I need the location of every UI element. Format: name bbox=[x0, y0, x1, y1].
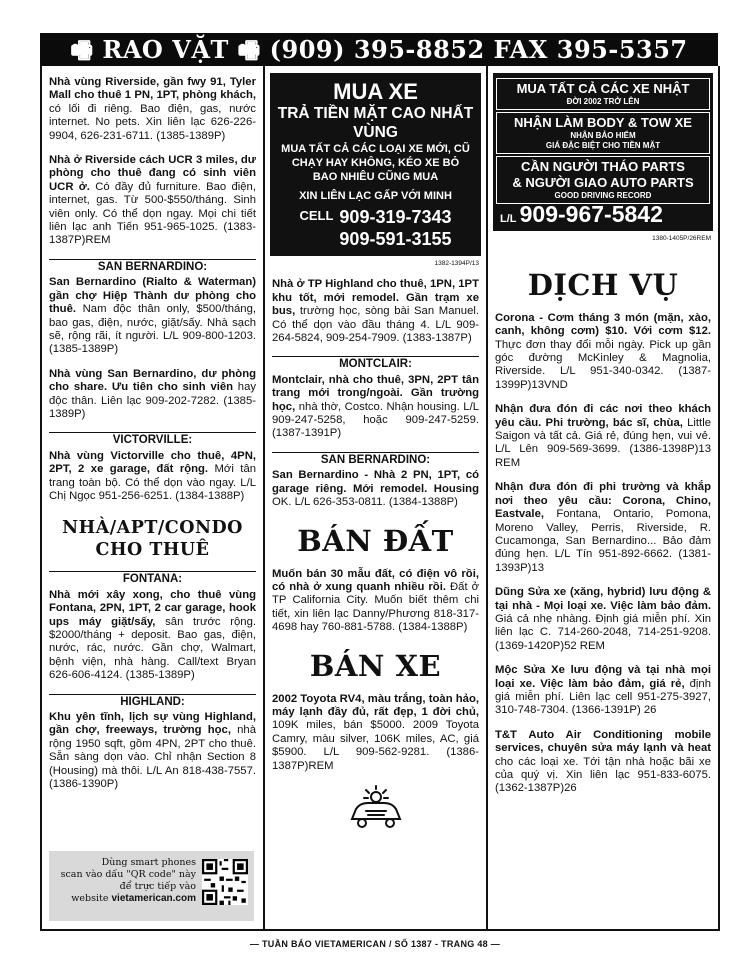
column-right bbox=[488, 66, 718, 929]
ad-reference: 1382-1394P/13 bbox=[434, 260, 479, 267]
qr-code-icon[interactable] bbox=[202, 859, 248, 905]
website-link[interactable]: vietamerican.com bbox=[111, 893, 196, 904]
phone-number[interactable]: 909-967-5842 bbox=[519, 201, 663, 227]
listing: Nhận đưa đón đi phi trường và khắp nơi theo yêu cầu: Corona, Chino, Eastvale, Fontana, Ontario, Pomona, Moreno Valley, Perris, Riverside, R. Cucamonga, San Bernardino... Bảo đảm đúng hẹn. L/L Tín 951-892-6662. (1381-1393P)13 bbox=[495, 481, 711, 574]
category-heading: BÁN XE bbox=[309, 648, 442, 683]
page-footer: — TUẦN BÁO VIETAMERICAN / SỐ 1387 - TRANG 48 — bbox=[249, 939, 501, 949]
listing: Nhà mới xây xong, cho thuê vùng Fontana, 2PN, 1PT, 2 car garage, hook ups máy giặt/sấy, sân trước rộng. $2000/tháng + deposit. Bao gas, điện, nước, rác, nước. Gần chợ, Walmart, bệnh viện, nhà hàng. Call/text Bryan 626-606-4124. (1385-1389P) bbox=[49, 588, 257, 682]
section-heading: FONTANA: bbox=[49, 571, 256, 586]
section-heading: VICTORVILLE: bbox=[49, 432, 256, 447]
column-middle bbox=[263, 66, 488, 929]
category-heading: BÁN ĐẤT bbox=[297, 523, 454, 558]
listing: San Bernardino - Nhà 2 PN, 1PT, có garage riêng. Mới remodel. Housing OK. L/L 626-353-0811. (1384-1388P) bbox=[272, 469, 479, 509]
qr-promo bbox=[49, 851, 254, 921]
auto-parts-ad: MUA TẤT CẢ CÁC XE NHẬT ĐỜI 2002 TRỞ LÊN NHẬN LÀM BODY & TOW XE NHẬN BẢO HIỂM GIÁ ĐẶC BIỆT CHO TIỀN MẶT CẦN NGƯỜI THÁO PARTS & NGƯỜI GIAO AUTO PARTS GOOD DRIVING RECORD L/L 909-967-5842 bbox=[493, 73, 713, 231]
listing: Corona - Cơm tháng 3 món (mặn, xào, canh, không cơm) $10. Với cơm $12. Thực đơn thay đổi mỗi ngày. Pick up gần góc đường McKinley & Magnolia, Riverside. L/L 951-340-0342. (1387-1399P)13VND bbox=[495, 311, 711, 391]
listing: Nhà ở TP Highland cho thuê, 1PN, 1PT khu tốt, mới remodel. Gần trạm xe bus, trường học, sòng bài San Manuel. Có thể dọn vào đầu tháng 4. L/L 909-264-5824, 909-254-7909. (1383-1387P) bbox=[272, 278, 479, 345]
car-sun-icon bbox=[344, 785, 408, 829]
listing: T&T Auto Air Conditioning mobile services, chuyên sửa máy lạnh và heat cho các loại xe. Tới tận nhà hoặc bãi xe của quý vị. Xin liên lạc 951-833-6075. (1362-1387P)26 bbox=[495, 728, 711, 795]
columns-frame bbox=[40, 66, 720, 931]
category-heading: NHÀ/APT/CONDO CHO THUÊ bbox=[62, 518, 243, 561]
section-heading: MONTCLAIR: bbox=[272, 356, 479, 371]
listing: Nhà vùng Victorville cho thuê, 4PN, 2PT, 2 xe garage, đất rộng. Mới tân trang toàn bộ. Có thể dọn vào ngay. L/L Chị Ngọc 951-256-6251. (1384-1388P) bbox=[49, 449, 257, 502]
listing: Nhà vùng Riverside, gần fwy 91, Tyler Mall cho thuê 1 PN, 1PT, phòng khách, có lối đi riêng. Bao điện, gas, nước internet. No pets. Xin liên lạc 626-226-9904, 626-231-6711. (1385-1389P) bbox=[49, 76, 256, 142]
category-heading: DỊCH VỤ bbox=[527, 267, 679, 302]
section-heading: SAN BERNARDINO: bbox=[272, 452, 479, 467]
classifieds-banner: 🖷 RAO VẶT 🖷 (909) 395-8852 FAX 395-5357 bbox=[40, 33, 718, 66]
listing: 2002 Toyota RV4, màu trắng, toàn hảo, máy lạnh đầy đủ, rất đẹp, 1 đời chủ, 109K miles, bán $5000. 2009 Toyota Camry, màu silver, 106K miles, AC, giá $5900. L/L 909-562-9281. (1386-1387P)REM bbox=[272, 692, 479, 772]
listing: Nhận đưa đón đi các nơi theo khách yêu cầu. Phi trường, bác sĩ, chùa, Little Saigon và tất cả. Giá rẻ, đúng hẹn, vui vẻ. L/L Lên 909-569-3699. (1386-1398P)13 REM bbox=[495, 403, 711, 469]
listing: Dũng Sửa xe (xăng, hybrid) lưu động & tại nhà - Mọi loại xe. Việc làm bảo đảm. Giá cả nhẹ nhàng. Định giá miễn phí. Xin liên lạc C. 714-260-2048, 714-251-9208. (1369-1420P)52 REM bbox=[495, 586, 711, 652]
qr-promo-text: Dùng smart phones scan vào dấu "QR code" này để trực tiếp vào website vietamerican.com bbox=[60, 857, 196, 904]
listing: San Bernardino (Rialto & Waterman) gần chợ Hiệp Thành dư phòng cho thuê. Nam độc thân only, $500/tháng, bao gas, điện, nước, giặt/sấy. Nhà sạch sẽ, rộng rãi, ít người. L/L 909-800-1203. (1385-1389P) bbox=[49, 276, 256, 356]
phone-number[interactable]: 909-591-3155 bbox=[339, 229, 452, 249]
car-buying-ad: MUA XE TRẢ TIỀN MẶT CAO NHẤT VÙNG MUA TẤT CẢ CÁC LOẠI XE MỚI, CŨ CHẠY HAY KHÔNG, KÉO XE BỎ BAO NHIÊU CŨNG MUA XIN LIÊN LẠC GẤP VỚI MINH CELL 909-319-7343 909-591-3155 bbox=[270, 73, 481, 256]
column-left bbox=[42, 66, 263, 929]
listing: Mộc Sửa Xe lưu động và tại nhà mọi loại xe. Việc làm bảo đảm, giá rẻ, định giá miễn phí. Liên lạc cell 951-275-3927, 310-748-7304. (1366-1391P) 26 bbox=[495, 664, 711, 717]
phone-number[interactable]: 909-319-7343 bbox=[339, 207, 452, 227]
ad-reference: 1380-1405P/26REM bbox=[652, 235, 711, 243]
section-heading: HIGHLAND: bbox=[49, 694, 256, 709]
listing: Montclair, nhà cho thuê, 3PN, 2PT tân trang mới trong/ngoài. Gần trường học, nhà thờ, Costco. Nhận housing. L/L 909-247-5258, hoặc 909-247-5259. (1387-1391P) bbox=[272, 373, 479, 440]
section-heading: SAN BERNARDINO: bbox=[49, 259, 256, 274]
listing: Nhà vùng San Bernardino, dư phòng cho share. Ưu tiên cho sinh viên hay độc thân. Liên lạc 909-202-7282. (1385-1389P) bbox=[49, 367, 256, 420]
listing: Khu yên tĩnh, lịch sự vùng Highland, gần chợ, freeways, trường học, nhà rộng 1950 sqft, gồm 4PN, 2PT cho thuê. Sẵn sàng dọn vào. Chỉ nhận Section 8 (Housing) mà thôi. L/L An 818-438-7557. (1386-1390P) bbox=[49, 711, 256, 791]
listing: Nhà ở Riverside cách UCR 3 miles, dư phòng cho thuê đang có sinh viên UCR ở. Có đầy đủ furniture. Bao điện, internet, gas. Từ 500-$550/tháng. Sinh viên only. Có thể dọn ngay. Mọi chi tiết liên lạc anh Tiến 951-965-1025. (1383-1387P)REM bbox=[49, 154, 256, 247]
listing: Muốn bán 30 mẫu đất, có điện vô rồi, có nhà ở xung quanh nhiều rồi. Đất ở TP California City. Muốn biết thêm chi tiết, xin liên lạc Danny/Phương 818-317-4698 hay 760-881-5788. (1384-1388P) bbox=[272, 567, 480, 634]
